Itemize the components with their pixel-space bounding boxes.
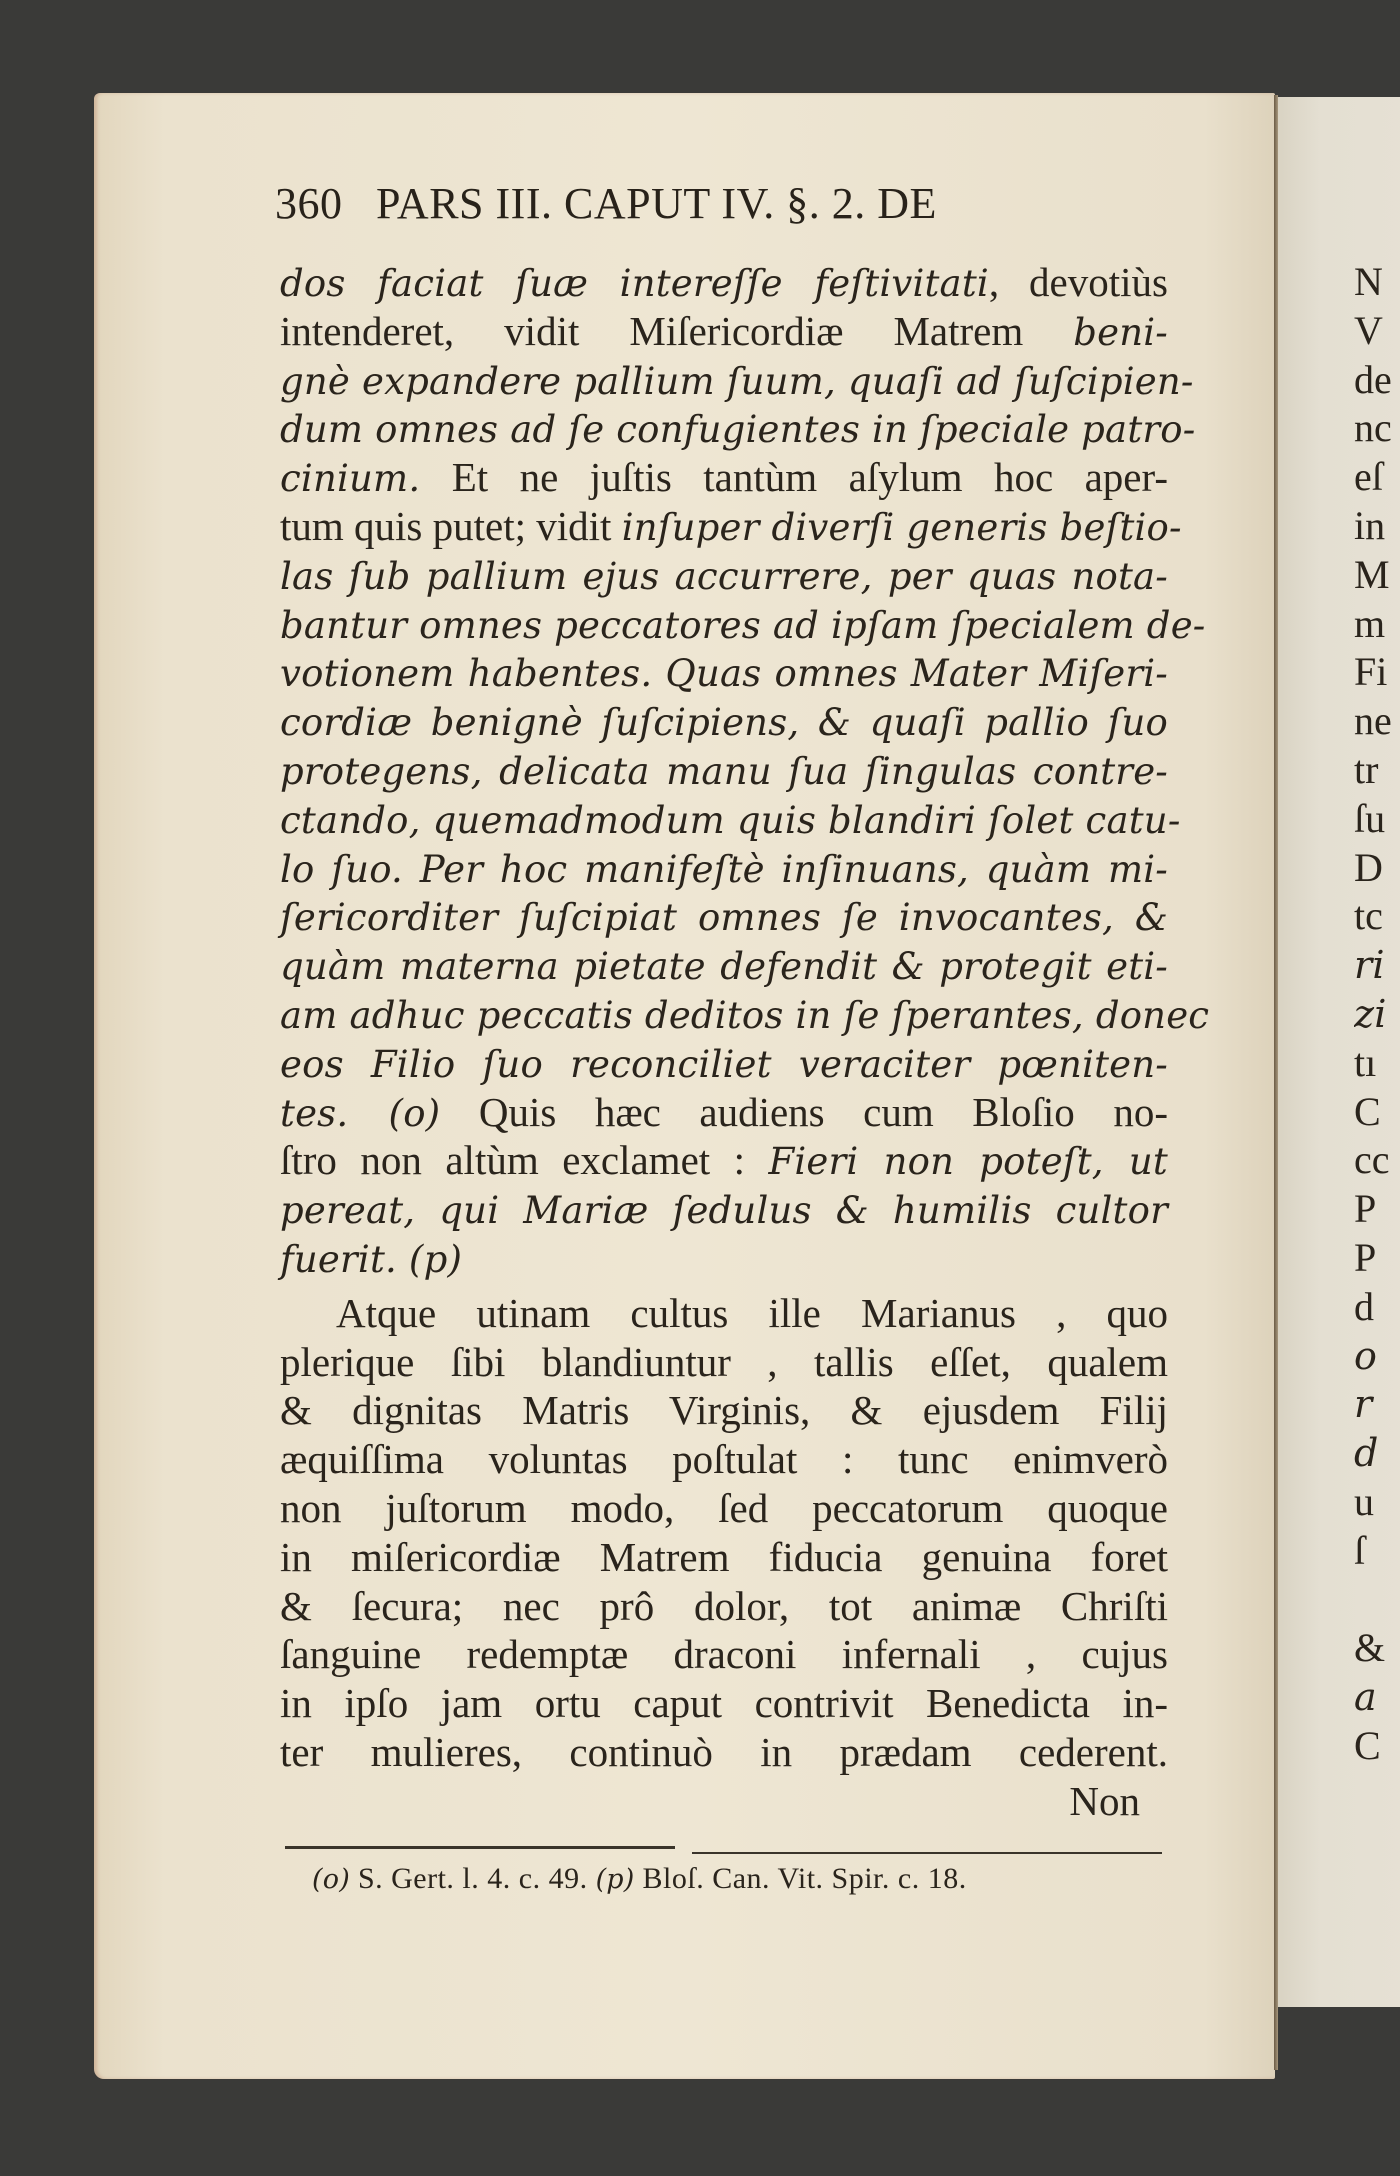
italic-text: dos faciat ſuæ intereſſe feſtivitati bbox=[280, 262, 989, 305]
facing-page-fragment: ri bbox=[1354, 943, 1385, 988]
facing-page-fragment: C bbox=[1354, 1722, 1381, 1768]
facing-page-fragment: P bbox=[1354, 1234, 1377, 1280]
italic-text: ctando, quemadmodum quis blandiri ſolet catu- bbox=[280, 798, 1181, 842]
text-line bbox=[280, 1136, 1168, 1185]
text-line: plerique ſibi blandiuntur , tallis eſſet, qualem bbox=[280, 1338, 1168, 1385]
footnote-rule-right bbox=[692, 1852, 1162, 1854]
text-line bbox=[280, 1039, 1168, 1088]
facing-page-fragment: de bbox=[1354, 356, 1392, 402]
facing-page-text bbox=[1354, 258, 1400, 1771]
italic-text: gnè expandere pallium ſuum, quaſi ad ſuſcipien- bbox=[280, 359, 1194, 403]
italic-text: am adhuc peccatis deditos in ſe ſperantes, donec bbox=[280, 993, 1210, 1037]
facing-page-fragment: cc bbox=[1354, 1137, 1390, 1183]
facing-page-fragment: tc bbox=[1354, 893, 1383, 939]
roman-text: tum quis putet; vidit bbox=[280, 502, 622, 549]
text-line: ſanguine redemptæ draconi infernali , cujus bbox=[280, 1631, 1168, 1678]
facing-page-fragment: zi bbox=[1354, 991, 1387, 1036]
footnotes bbox=[312, 1862, 1212, 1896]
facing-page-fragment: D bbox=[1354, 844, 1383, 890]
text-line bbox=[280, 795, 1181, 844]
facing-page-fragment: P bbox=[1354, 1186, 1377, 1232]
italic-text: quàm materna pietate defendit & protegit eti- bbox=[280, 945, 1168, 989]
facing-page-fragment: ſu bbox=[1354, 795, 1386, 841]
facing-page-fragment: Fi bbox=[1354, 649, 1388, 695]
page-number: 360 bbox=[275, 179, 343, 228]
facing-page-fragment: u bbox=[1354, 1478, 1374, 1524]
running-header bbox=[275, 178, 1175, 229]
facing-page-fragment: m bbox=[1354, 600, 1386, 646]
text-line bbox=[280, 892, 1168, 941]
text-line bbox=[280, 1234, 1168, 1283]
facing-page-fragment: tr bbox=[1354, 746, 1379, 792]
italic-text: dum omnes ad ſe confugientes in ſpeciale patro- bbox=[280, 408, 1196, 452]
footnote-o-mark: (o) bbox=[312, 1864, 350, 1895]
text-line bbox=[280, 502, 1182, 551]
text-line bbox=[280, 551, 1168, 600]
text-line bbox=[280, 990, 1210, 1039]
catchword: Non bbox=[1069, 1777, 1140, 1824]
main-text-block bbox=[280, 258, 1210, 1826]
text-line: & ſecura; nec prô dolor, tot animæ Chriſti bbox=[280, 1582, 1168, 1629]
italic-text: cordiæ benignè ſuſcipiens, & quaſi pallio ſuo bbox=[280, 701, 1168, 745]
text-line bbox=[280, 1185, 1168, 1234]
facing-page-fragment bbox=[1354, 1576, 1400, 1625]
italic-text: beni- bbox=[1073, 310, 1168, 354]
text-line bbox=[280, 307, 1168, 356]
italic-text: cinium. bbox=[280, 457, 421, 501]
italic-text: eos Filio ſuo reconciliet veraciter pœniten- bbox=[280, 1042, 1168, 1086]
facing-page-fragment: ne bbox=[1354, 698, 1392, 744]
facing-page-fragment: C bbox=[1354, 1088, 1381, 1134]
text-line: non juſtorum modo, ſed peccatorum quoque bbox=[280, 1484, 1168, 1531]
italic-text: tes. (o) bbox=[280, 1091, 441, 1135]
facing-page-fragment: o bbox=[1354, 1333, 1378, 1378]
text-line bbox=[280, 600, 1206, 649]
roman-text: intenderet, vidit Miſericordiæ Matrem bbox=[280, 307, 1074, 354]
facing-page-fragment: nc bbox=[1354, 405, 1392, 451]
text-line: in ipſo jam ortu caput contrivit Benedicta in- bbox=[280, 1680, 1168, 1727]
text-line: in miſericordiæ Matrem fiducia genuina foret bbox=[280, 1533, 1168, 1580]
italic-text: inſuper diverſi generis beſtio- bbox=[621, 505, 1182, 549]
italic-text: lo ſuo. Per hoc manifeſtè inſinuans, quàm mi- bbox=[280, 847, 1168, 891]
footnote-o-text: S. Gert. l. 4. c. 49. bbox=[349, 1862, 596, 1895]
text-line bbox=[280, 648, 1168, 697]
facing-page-fragment: r bbox=[1354, 1382, 1373, 1427]
text-line bbox=[280, 258, 1168, 307]
footnote-rule-left bbox=[285, 1846, 675, 1849]
text-line bbox=[280, 697, 1168, 746]
italic-text: fuerit. (p) bbox=[280, 1237, 463, 1281]
text-line: ter mulieres, continuò in prædam cederent. bbox=[280, 1728, 1168, 1775]
facing-page-fragment: eſ bbox=[1354, 454, 1383, 500]
text-line bbox=[280, 1088, 1168, 1137]
facing-page-fragment: V bbox=[1354, 307, 1383, 353]
facing-page-fragment: a bbox=[1354, 1675, 1377, 1720]
footnote-p-text: Bloſ. Can. Vit. Spir. c. 18. bbox=[634, 1862, 967, 1895]
text-line bbox=[280, 404, 1196, 453]
text-line bbox=[280, 356, 1194, 405]
facing-page-fragment: N bbox=[1354, 259, 1383, 304]
footnote-p-mark: (p) bbox=[595, 1864, 635, 1895]
text-line bbox=[280, 941, 1168, 990]
italic-text: Fieri non poteſt, ut bbox=[768, 1140, 1168, 1184]
text-line bbox=[280, 844, 1168, 893]
facing-page-fragment: d bbox=[1354, 1283, 1374, 1329]
italic-text: ſericorditer ſuſcipiat omnes ſe invocantes, & bbox=[280, 896, 1168, 940]
running-title: PARS III. CAPUT IV. §. 2. DE bbox=[376, 179, 937, 228]
facing-page-fragment: M bbox=[1354, 551, 1390, 597]
facing-page-fragment: ſ bbox=[1354, 1527, 1366, 1573]
italic-text: las ſub pallium ejus accurrere, per quas nota- bbox=[280, 554, 1168, 598]
roman-text: Quis hæc audiens cum Bloſio no- bbox=[440, 1088, 1168, 1135]
text-line bbox=[280, 453, 1168, 502]
facing-page-fragment: & bbox=[1354, 1625, 1386, 1671]
roman-text: ſtro non altùm exclamet : bbox=[280, 1137, 769, 1184]
roman-text: Et ne juſtis tantùm aſylum hoc aper- bbox=[420, 454, 1168, 501]
text-line: æquiſſima voluntas poſtulat : tunc enimverò bbox=[280, 1436, 1168, 1483]
roman-text: , devotiùs bbox=[988, 259, 1168, 305]
italic-text: pereat, qui Mariæ ſedulus & humilis cultor bbox=[280, 1189, 1168, 1233]
italic-text: protegens, delicata manu ſua ſingulas contre- bbox=[280, 749, 1168, 793]
facing-page-fragment: in bbox=[1354, 502, 1386, 548]
facing-page-fragment: d bbox=[1354, 1431, 1379, 1476]
italic-text: bantur omnes peccatores ad ipſam ſpecialem de- bbox=[280, 603, 1206, 647]
facing-page-fragment: tı bbox=[1354, 1039, 1377, 1085]
text-line bbox=[280, 746, 1168, 795]
italic-text: votionem habentes. Quas omnes Mater Miſeri- bbox=[280, 652, 1168, 696]
text-line: Atque utinam cultus ille Marianus , quo bbox=[336, 1289, 1168, 1336]
text-line: & dignitas Matris Virginis, & ejusdem Filij bbox=[280, 1387, 1168, 1434]
